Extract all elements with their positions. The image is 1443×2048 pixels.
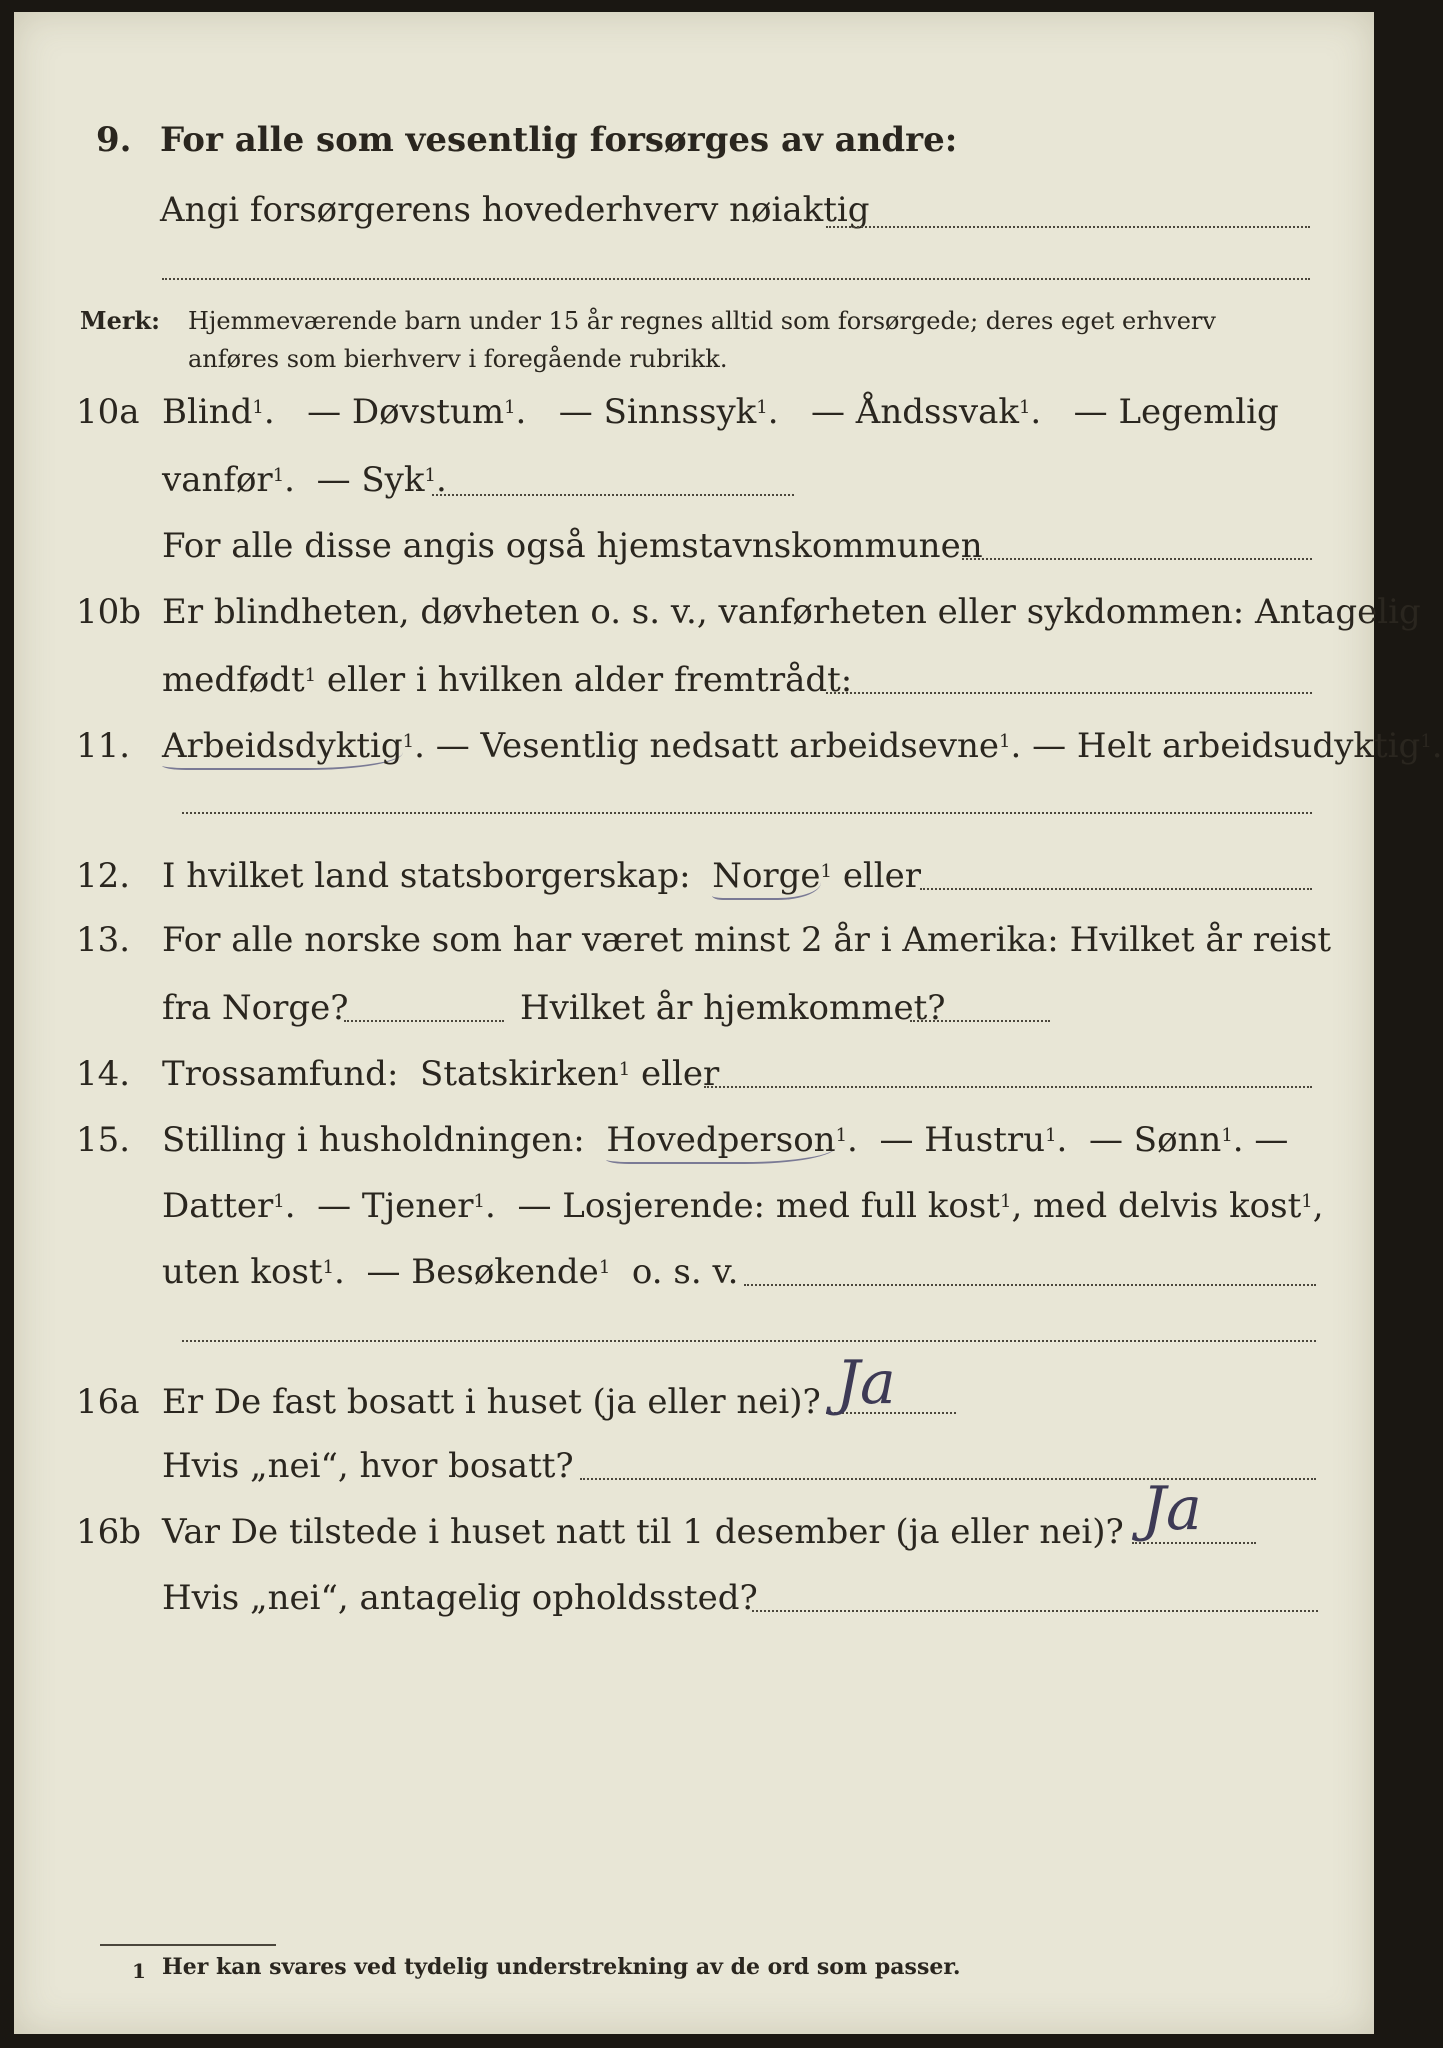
option-medfodt: medfødt [162, 660, 305, 700]
q14-eller: eller [640, 1054, 720, 1094]
footnote-mark: 1 [322, 1257, 335, 1278]
q15-line-2: Datter$^1$. — Tjener$^1$. — Losjerende: med full kost$^1$, med delvis kost$^1$, [162, 1186, 1324, 1226]
footnote-mark: 1 [1301, 1191, 1313, 1212]
option-syk: — Syk [316, 460, 425, 500]
q13-hjemkommet-line [910, 1020, 1050, 1022]
footnote-mark: 1 [473, 1191, 485, 1212]
footnote-mark: 1 [273, 1191, 285, 1212]
q9-question [160, 190, 870, 230]
footnote-mark: 1 [304, 665, 317, 686]
q14-line [162, 1054, 719, 1094]
merk-label: Merk: [80, 306, 160, 335]
option-legemlig: — Legemlig [1073, 392, 1279, 432]
q10b-line-1: Er blindheten, døvheten o. s. v., vanførheten eller sykdommen: Antagelig [162, 592, 1421, 632]
q11-line: Arbeidsdyktig$^1$. — Vesentlig nedsatt arbeidsevne$^1$. — Helt arbeidsudyktig$^1$. [162, 726, 1443, 766]
q10b-alder-text: eller i hvilken alder fremtrådt: [316, 660, 853, 700]
q16b-handwritten-answer: Ja [1142, 1474, 1202, 1544]
footnote-mark: 1 [1018, 397, 1031, 418]
q10a-line-2: vanfør$^1$. — Syk$^1$. [162, 460, 447, 500]
q15-answer-line-2 [182, 1340, 1316, 1342]
q15-answer-line [744, 1284, 1316, 1286]
merk-line-1: Hjemmeværende barn under 15 år regnes alltid som forsørgede; deres eget erhverv [188, 307, 1216, 335]
footnote-mark: 1 [999, 1191, 1012, 1212]
footnote-mark: 1 [252, 397, 264, 418]
q12-eller: eller [842, 856, 922, 896]
q16a-number: 16a [76, 1382, 140, 1422]
option-hustru: — Hustru [879, 1120, 1046, 1160]
option-full-kost: — Losjerende: med full kost [517, 1186, 1000, 1226]
option-dovstum: — Døvstum [307, 392, 505, 432]
q9-title: For alle som vesentlig forsørges av andre: [160, 120, 958, 160]
footnote-mark: 1 [598, 1257, 611, 1278]
q16b-number: 16b [76, 1512, 142, 1552]
option-arbeidsdyktig: Arbeidsdyktig [162, 726, 403, 770]
option-uten-kost: uten kost [162, 1252, 323, 1292]
q10b-line-2 [162, 660, 852, 700]
footnote-mark: 1 [272, 465, 285, 486]
footnote-text: Her kan svares ved tydelig understrekning av de ord som passer. [162, 1954, 961, 1980]
footnote-mark: 1 [504, 397, 516, 418]
q9-question-text: Angi forsørgerens hovederhverv nøiaktig [160, 190, 870, 230]
merk-line-2: anføres som bierhverv i foregående rubrikk. [188, 345, 728, 373]
option-datter: Datter [162, 1186, 274, 1226]
q9-number: 9. [96, 120, 132, 160]
footnote-divider [100, 1944, 276, 1946]
option-blind: Blind [162, 392, 253, 432]
footnote-mark: 1 [835, 1125, 848, 1146]
q10a-line-3: For alle disse angis også hjemstavnskommunen [162, 526, 983, 566]
footnote-mark: 1 [1221, 1125, 1233, 1146]
option-norge: Norge [712, 856, 820, 900]
q14-text: Trossamfund: [162, 1054, 399, 1094]
q10a-hjemstavn-line [962, 558, 1312, 560]
footnote-mark: 1 [424, 465, 436, 486]
q10b-number: 10b [76, 592, 142, 632]
q10a-syk-line [432, 494, 794, 496]
q13-number: 13. [76, 920, 131, 960]
q16b-line-1: Var De tilstede i huset natt til 1 desember (ja eller nei)? [162, 1512, 1124, 1552]
q9-answer-line-2 [162, 278, 1310, 280]
footnote-mark: 1 [132, 1959, 146, 1983]
q16b-opholdssted-line [752, 1610, 1318, 1612]
q14-answer-line [704, 1086, 1312, 1088]
q12-answer-line [920, 888, 1312, 890]
footnote-mark: 1 [756, 397, 768, 418]
q15-line-3: uten kost$^1$. — Besøkende$^1$ o. s. v. [162, 1252, 739, 1292]
q10b-answer-line [826, 692, 1312, 694]
q14-number: 14. [76, 1054, 131, 1094]
q16b-line-2: Hvis „nei“, antagelig opholdssted? [162, 1578, 758, 1618]
q9-answer-line [826, 226, 1310, 228]
footnote-mark: 1 [1045, 1125, 1057, 1146]
q13-line-2b: Hvilket år hjemkommet? [520, 988, 946, 1028]
q16a-line-2: Hvis „nei“, hvor bosatt? [162, 1446, 574, 1486]
option-delvis-kost: , med delvis kost [1011, 1186, 1302, 1226]
census-form-page [14, 12, 1443, 2034]
option-vanfor: vanfør [162, 460, 273, 500]
q15-osv: o. s. v. [631, 1252, 739, 1292]
footnote-mark: 1 [1420, 731, 1432, 752]
q13-line-2a: fra Norge? [162, 988, 349, 1028]
option-besokende: — Besøkende [366, 1252, 599, 1292]
option-sonn: — Sønn [1088, 1120, 1222, 1160]
footnote-mark: 1 [820, 861, 832, 882]
option-nedsatt: — Vesentlig nedsatt arbeidsevne [435, 726, 1000, 766]
q13-reist-line [344, 1020, 504, 1022]
q16a-line-1: Er De fast bosatt i huset (ja eller nei)? [162, 1382, 821, 1422]
q12-line [162, 856, 921, 896]
q11-number: 11. [76, 726, 131, 766]
footnote-mark: 1 [999, 731, 1011, 752]
q15-number: 15. [76, 1120, 131, 1160]
option-hovedperson: Hovedperson [606, 1120, 835, 1164]
option-udyktig: — Helt arbeidsudyktig [1032, 726, 1421, 766]
option-statskirken: Statskirken [420, 1054, 619, 1094]
q10a-line-1: Blind$^1$. — Døvstum$^1$. — Sinnssyk$^1$. — Åndssvak$^1$. — Legemlig [162, 392, 1279, 432]
q15-line-1: Stilling i husholdningen: Hovedperson$^1$. — Hustru$^1$. — Sønn$^1$. — [162, 1120, 1288, 1160]
q12-number: 12. [76, 856, 131, 896]
option-andssvak: — Åndssvak [810, 392, 1019, 432]
q15-text: Stilling i husholdningen: [162, 1120, 585, 1160]
q16a-handwritten-answer: Ja [836, 1348, 896, 1418]
q12-text: I hvilket land statsborgerskap: [162, 856, 691, 896]
option-tjener: — Tjener [317, 1186, 474, 1226]
q11-answer-line [182, 812, 1312, 814]
footnote-mark: 1 [402, 731, 415, 752]
option-sinnssyk: — Sinnssyk [558, 392, 757, 432]
q13-line-1: For alle norske som har været minst 2 år i Amerika: Hvilket år reist [162, 920, 1332, 960]
footnote-mark: 1 [618, 1059, 631, 1080]
q10a-number: 10a [76, 392, 140, 432]
q16a-bosatt-line [580, 1478, 1316, 1480]
